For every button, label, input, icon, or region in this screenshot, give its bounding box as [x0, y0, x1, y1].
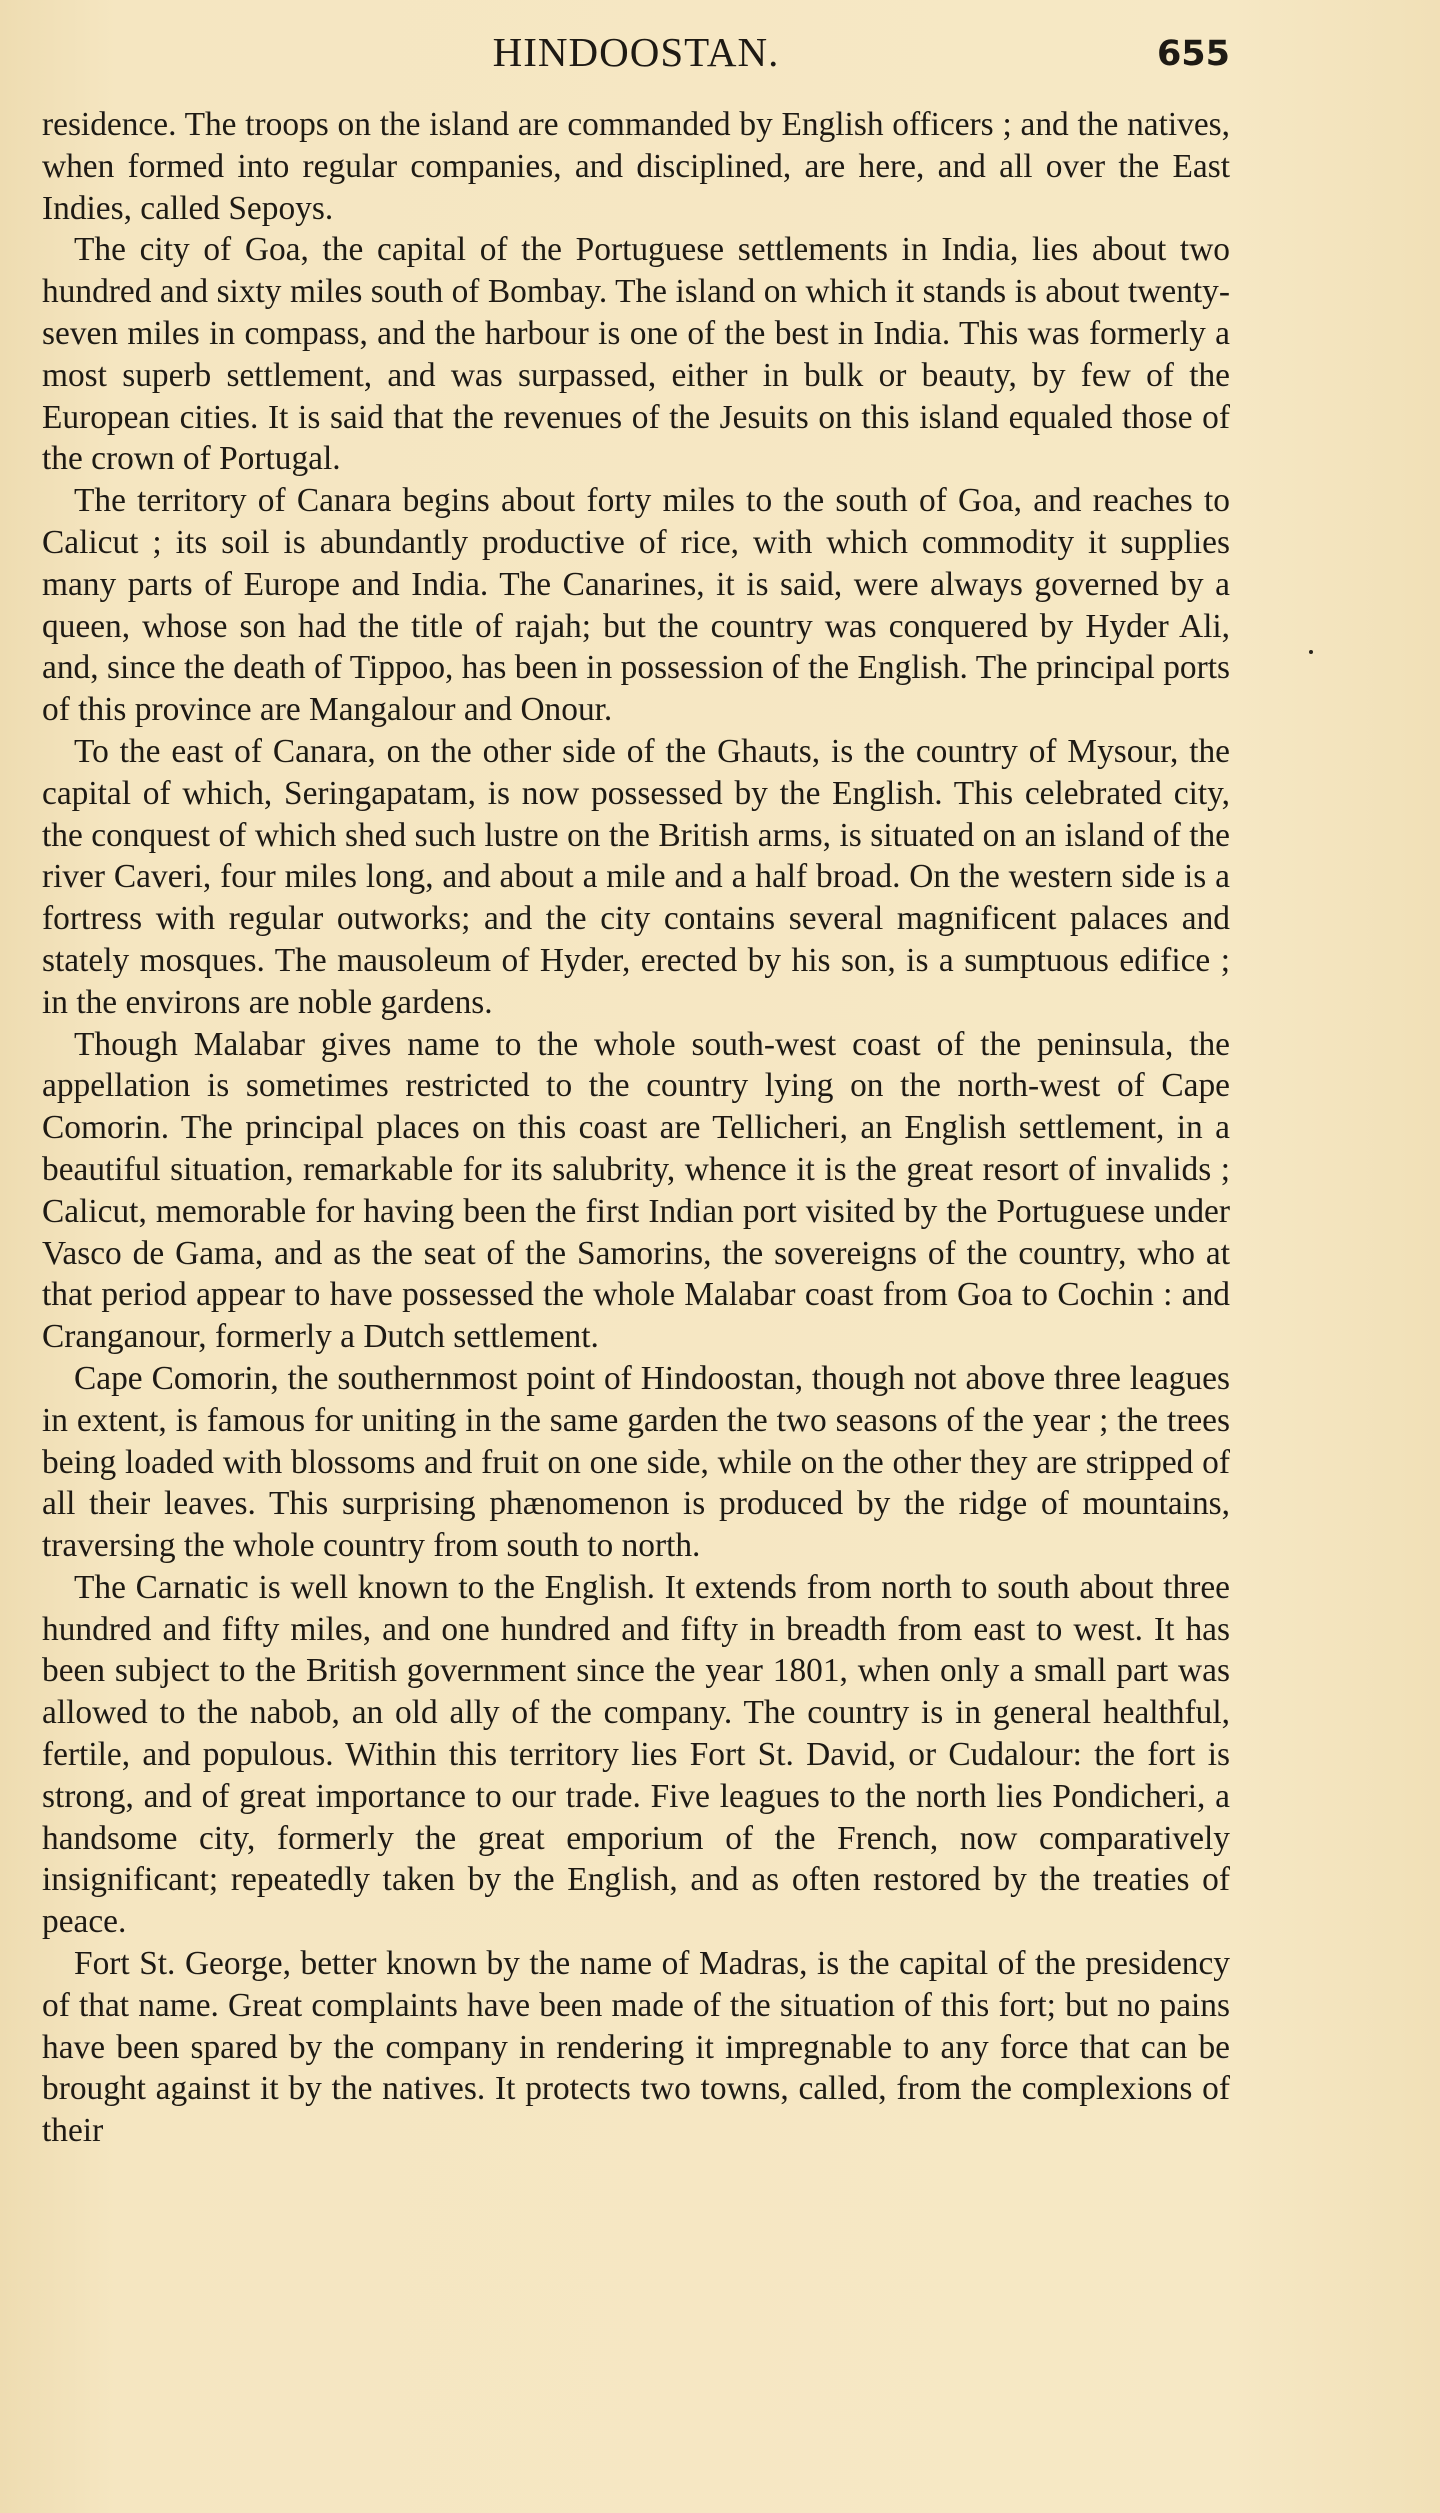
paragraph-fort-st-george: Fort St. George, better known by the name of Madras, is the capital of the presidency of that name. Great complaints have been made of the situation of this fort; but no pains have been spared by the company in rendering it impregnable to any force that can be brought against it by the natives. It protects two towns, called, from the complexions of their [42, 1945, 1230, 2150]
paragraph-goa: The city of Goa, the capital of the Portuguese settlements in India, lies about two hundred and sixty miles south of Bombay. The island on which it stands is about twenty-seven miles in compass, and the harbour is one of the best in India. This was formerly a most superb settlement, and was surpassed, either in bulk or beauty, by few of the European cities. It is said that the revenues of the Jesuits on this island equaled those of the crown of Portugal. [42, 231, 1230, 478]
body-text [42, 104, 1230, 2152]
paragraph-cape-comorin: Cape Comorin, the southernmost point of Hindoostan, though not above three leagues in extent, is famous for uniting in the same garden the two seasons of the year ; the trees being loaded with blossoms and fruit on one side, while on the other they are stripped of all their leaves. This surprising phænomenon is produced by the ridge of mountains, traversing the whole country from south to north. [42, 1359, 1230, 1565]
running-title: HINDOOSTAN. [492, 29, 780, 75]
paragraph-carnatic: The Carnatic is well known to the English. It extends from north to south about three hundred and fifty miles, and one hundred and fifty in breadth from east to west. It has been subject to the British government since the year 1801, when only a small part was allowed to the nabob, an old ally of the company. The country is in general healthful, fertile, and populous. Within this territory lies Fort St. David, or Cudalour: the fort is strong, and of great importance to our trade. Five leagues to the north lies Pondicheri, a handsome city, formerly the great emporium of the French, now comparatively insignificant; repeatedly taken by the English, and as often restored by the treaties of peace. [42, 1568, 1230, 1941]
running-head [42, 28, 1230, 90]
paragraph-mysour: To the east of Canara, on the other side of the Ghauts, is the country of Mysour, the capital of which, Seringapatam, is now possessed by the English. This celebrated city, the conquest of which shed such lustre on the British arms, is situated on an island of the river Caveri, four miles long, and about a mile and a half broad. On the western side is a fortress with regular outworks; and the city contains several magnificent palaces and stately mosques. The mausoleum of Hyder, erected by his son, is a sumptuous edifice ; in the environs are noble gardens. [42, 732, 1230, 1021]
paragraph-canara: The territory of Canara begins about forty miles to the south of Goa, and reaches to Calicut ; its soil is abundantly productive of rice, with which commodity it supplies many parts of Europe and India. The Canarines, it is said, were always governed by a queen, whose son had the title of rajah; but the country was conquered by Hyder Ali, and, since the death of Tippoo, has been in possession of the English. The principal ports of this province are Mangalour and Onour. [42, 482, 1230, 729]
paragraph-sepoys: residence. The troops on the island are commanded by English officers ; and the natives, when formed into regular companies, and disciplined, are here, and all over the East Indies, called Sepoys. [42, 106, 1230, 227]
page-number: 655 [1156, 34, 1230, 74]
paragraph-malabar: Though Malabar gives name to the whole south-west coast of the peninsula, the appellation is sometimes restricted to the country lying on the north-west of Cape Comorin. The principal places on this coast are Tellicheri, an English settlement, in a beautiful situation, remarkable for its salubrity, whence it is the great resort of invalids ; Calicut, memorable for having been the first Indian port visited by the Portuguese under Vasco de Gama, and as the seat of the Samorins, the sovereigns of the country, who at that period appear to have possessed the whole Malabar coast from Goa to Cochin : and Cranganour, formerly a Dutch settlement. [42, 1025, 1230, 1356]
ink-speck [1309, 650, 1313, 654]
